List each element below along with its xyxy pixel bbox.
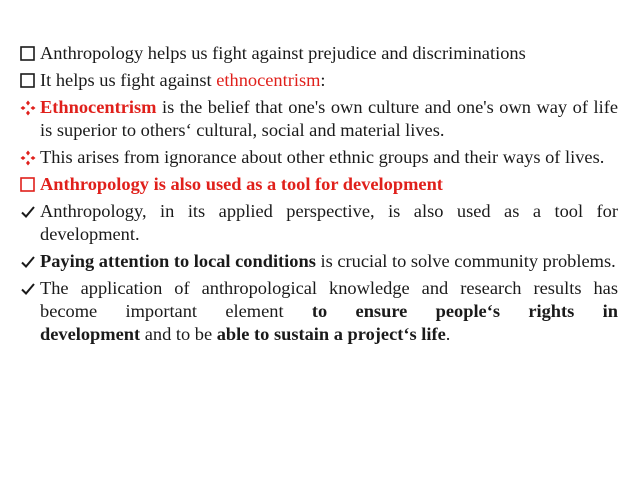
list-item [20,42,618,65]
text-segment: It helps us fight against [40,70,217,90]
check-bullet-icon [20,250,40,270]
list-item [20,173,618,196]
text-segment: The application of anthropological knowledge and research results has become important element [40,278,618,321]
item-text [40,277,618,346]
bold-term: development [40,324,141,344]
item-text: Anthropology, in its applied perspective, is also used as a tool for development. [40,201,618,244]
text-block [40,277,618,323]
bold-term: to ensure people‘s rights in [311,301,618,321]
section-heading: Anthropology is also used as a tool for development [40,174,443,194]
text-segment: is crucial to solve community problems. [315,251,616,271]
text-segment: . [445,324,451,344]
check-bullet-icon [20,200,40,220]
bold-term: able to sustain a project‘s life [216,324,446,344]
list-item [20,146,618,169]
square-bullet-icon [20,42,40,61]
item-text: This arises from ignorance about other ethnic groups and their ways of lives. [40,147,605,167]
bold-term: Ethnocentrism [40,97,157,117]
diamond-bullet-icon [20,96,40,116]
list-item [20,96,618,142]
bold-term: Paying attention to local conditions [40,251,316,271]
item-text [40,69,618,92]
list-item [20,200,618,246]
diamond-bullet-icon [20,146,40,166]
square-bullet-icon [20,69,40,88]
text-segment: is the belief that one's own culture and one's own way of life is superior to others‘ cultural, social and material lives. [40,97,618,140]
square-bullet-icon [20,173,40,192]
item-text [40,250,618,273]
text-segment: and to be [140,324,217,344]
text-segment: : [320,70,326,90]
list-item [20,69,618,92]
list-item [20,250,618,273]
item-text [40,96,618,142]
item-text: Anthropology helps us fight against prejudice and discriminations [40,43,526,63]
text-line [40,323,618,346]
highlight-term: ethnocentrism [216,70,321,90]
list-item [20,277,618,346]
check-bullet-icon [20,277,40,297]
